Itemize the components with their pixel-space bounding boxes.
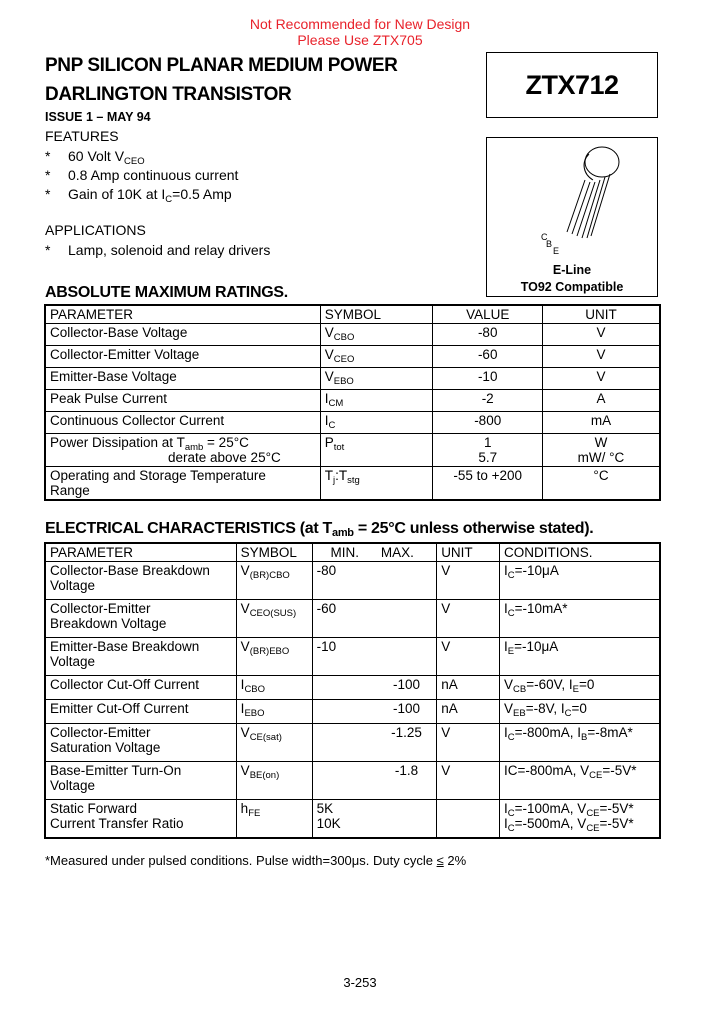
conditions-cell: $I_C=-10mA*$ bbox=[500, 600, 661, 638]
conditions-cell: IC=-800mA, $V_{CE}=-5V*$ bbox=[500, 762, 661, 800]
max-cell: -1.8 bbox=[377, 762, 437, 800]
symbol-cell: $h_{FE}$ bbox=[236, 800, 312, 838]
max-cell bbox=[377, 600, 437, 638]
param-cell: Collector-Emitter Saturation Voltage bbox=[45, 724, 236, 762]
conditions-cell: $I_C=-10\mu A$ bbox=[500, 562, 661, 600]
table-header-row bbox=[45, 543, 660, 562]
value-cell: 1 5.7 bbox=[433, 434, 543, 467]
symbol-cell: $V_{BE(on)}$ bbox=[236, 762, 312, 800]
unit-cell: °C bbox=[543, 467, 661, 501]
param-cell: Emitter-Base Voltage bbox=[45, 368, 320, 390]
table-header-row bbox=[45, 305, 660, 324]
symbol-cell: $V_{(BR)CBO}$ bbox=[236, 562, 312, 600]
notice-line-2: Please Use ZTX705 bbox=[297, 32, 423, 48]
unit-cell: A bbox=[543, 390, 661, 412]
application-item: * Lamp, solenoid and relay drivers bbox=[45, 242, 271, 258]
conditions-cell: $V_{CB}=-60V$, $I_E=0$ bbox=[500, 676, 661, 700]
min-cell: -80 bbox=[312, 562, 377, 600]
symbol-cell: $V_{CE(sat)}$ bbox=[236, 724, 312, 762]
value-cell: -10 bbox=[433, 368, 543, 390]
table-row bbox=[45, 676, 660, 700]
min-cell bbox=[312, 676, 377, 700]
param-cell: Collector-Emitter Breakdown Voltage bbox=[45, 600, 236, 638]
symbol-cell: $I_C$ bbox=[320, 412, 433, 434]
footnote: *Measured under pulsed conditions. Pulse width=300μs. Duty cycle ≤ 2% bbox=[45, 853, 467, 868]
value-cell: -800 bbox=[433, 412, 543, 434]
package-box bbox=[486, 137, 658, 297]
document-title bbox=[45, 54, 398, 107]
param-cell: Power Dissipation at $T_{amb} = 25^\circ C$ derate above 25°C bbox=[45, 434, 320, 467]
header-conditions: CONDITIONS. bbox=[500, 543, 661, 562]
min-cell: -60 bbox=[312, 600, 377, 638]
symbol-cell: $T_j:T_{stg}$ bbox=[320, 467, 433, 501]
header-symbol: SYMBOL bbox=[320, 305, 433, 324]
value-cell: -55 to +200 bbox=[433, 467, 543, 501]
notice-line-1: Not Recommended for New Design bbox=[249, 16, 471, 32]
symbol-cell: $V_{CEO}$ bbox=[320, 346, 433, 368]
package-name: E-Line bbox=[552, 263, 592, 277]
value-cell: -60 bbox=[433, 346, 543, 368]
value-cell: -80 bbox=[433, 324, 543, 346]
pin-b-label: B bbox=[546, 239, 553, 249]
max-cell bbox=[377, 562, 437, 600]
max-cell: -1.25 bbox=[377, 724, 437, 762]
header-min: MIN. bbox=[312, 543, 377, 562]
elec-table bbox=[44, 542, 661, 839]
table-row bbox=[45, 562, 660, 600]
abs-max-heading: ABSOLUTE MAXIMUM RATINGS. bbox=[45, 284, 288, 301]
table-row bbox=[45, 800, 660, 838]
part-number: ZTX712 bbox=[525, 69, 619, 100]
feature-item: * Gain of 10K at $I_C=0.5$ Amp bbox=[45, 186, 232, 205]
unit-cell: nA bbox=[437, 700, 500, 724]
min-cell bbox=[312, 724, 377, 762]
param-cell: Emitter Cut-Off Current bbox=[45, 700, 236, 724]
header-symbol: SYMBOL bbox=[236, 543, 312, 562]
symbol-cell: $V_{(BR)EBO}$ bbox=[236, 638, 312, 676]
symbol-cell: $V_{CEO(SUS)}$ bbox=[236, 600, 312, 638]
feature-item: * 60 Volt $V_{CEO}$ bbox=[45, 148, 145, 167]
table-row bbox=[45, 368, 660, 390]
symbol-cell: $P_{tot}$ bbox=[320, 434, 433, 467]
abs-max-table bbox=[44, 304, 661, 501]
page-number: 3-253 bbox=[343, 975, 377, 990]
table-row bbox=[45, 412, 660, 434]
table-row bbox=[45, 346, 660, 368]
table-row bbox=[45, 390, 660, 412]
min-cell: 5K 10K bbox=[312, 800, 377, 838]
min-cell bbox=[312, 762, 377, 800]
elec-heading: ELECTRICAL CHARACTERISTICS (at $T_{amb} = 25^\circ C$ unless otherwise stated). bbox=[45, 520, 594, 539]
unit-cell: V bbox=[543, 324, 661, 346]
unit-cell: W mW/ °C bbox=[543, 434, 661, 467]
pin-c-label: C bbox=[541, 232, 548, 242]
param-cell: Continuous Collector Current bbox=[45, 412, 320, 434]
param-cell: Collector-Base Breakdown Voltage bbox=[45, 562, 236, 600]
unit-cell: nA bbox=[437, 676, 500, 700]
feature-item: * 0.8 Amp continuous current bbox=[45, 167, 239, 183]
param-cell: Peak Pulse Current bbox=[45, 390, 320, 412]
table-row bbox=[45, 324, 660, 346]
table-row bbox=[45, 638, 660, 676]
header-parameter: PARAMETER bbox=[45, 305, 320, 324]
param-cell: Static Forward Current Transfer Ratio bbox=[45, 800, 236, 838]
max-cell: -100 bbox=[377, 700, 437, 724]
table-row bbox=[45, 700, 660, 724]
package-compat: TO92 Compatible bbox=[520, 280, 624, 294]
param-cell: Base-Emitter Turn-On Voltage bbox=[45, 762, 236, 800]
pin-e-label: E bbox=[553, 246, 560, 256]
table-row bbox=[45, 762, 660, 800]
issue-line: ISSUE 1 – MAY 94 bbox=[45, 110, 151, 124]
unit-cell: V bbox=[437, 562, 500, 600]
param-cell: Emitter-Base Breakdown Voltage bbox=[45, 638, 236, 676]
title-line-2: DARLINGTON TRANSISTOR bbox=[45, 84, 292, 105]
max-cell bbox=[377, 638, 437, 676]
applications-heading: APPLICATIONS bbox=[45, 222, 146, 238]
unit-cell: V bbox=[437, 724, 500, 762]
table-row bbox=[45, 467, 660, 501]
unit-cell: V bbox=[543, 368, 661, 390]
title-line-1: PNP SILICON PLANAR MEDIUM POWER bbox=[45, 55, 398, 76]
param-cell: Collector-Base Voltage bbox=[45, 324, 320, 346]
unit-cell: V bbox=[437, 638, 500, 676]
symbol-cell: $I_{CBO}$ bbox=[236, 676, 312, 700]
not-recommended-notice bbox=[0, 16, 720, 48]
conditions-cell: $V_{EB}=-8V$, $I_C=0$ bbox=[500, 700, 661, 724]
unit-cell: V bbox=[437, 600, 500, 638]
header-max: MAX. bbox=[377, 543, 437, 562]
table-row bbox=[45, 434, 660, 467]
header-parameter: PARAMETER bbox=[45, 543, 236, 562]
features-heading: FEATURES bbox=[45, 128, 119, 144]
param-cell: Operating and Storage Temperature Range bbox=[45, 467, 320, 501]
conditions-cell: $I_E=-10\mu A$ bbox=[500, 638, 661, 676]
symbol-cell: $V_{EBO}$ bbox=[320, 368, 433, 390]
table-row bbox=[45, 600, 660, 638]
unit-cell bbox=[437, 800, 500, 838]
to92-package-icon bbox=[527, 140, 627, 260]
min-cell: -10 bbox=[312, 638, 377, 676]
unit-cell: V bbox=[543, 346, 661, 368]
header-unit: UNIT bbox=[437, 543, 500, 562]
conditions-cell: $I_C=-100mA$, $V_{CE}=-5V*$ $I_C=-500mA$, $V_{CE}=-5V*$ bbox=[500, 800, 661, 838]
min-cell bbox=[312, 700, 377, 724]
header-value: VALUE bbox=[433, 305, 543, 324]
symbol-cell: $I_{CM}$ bbox=[320, 390, 433, 412]
max-cell bbox=[377, 800, 437, 838]
unit-cell: mA bbox=[543, 412, 661, 434]
conditions-cell: $I_C=-800mA$, $I_B=-8mA*$ bbox=[500, 724, 661, 762]
table-row bbox=[45, 724, 660, 762]
symbol-cell: $V_{CBO}$ bbox=[320, 324, 433, 346]
param-cell: Collector Cut-Off Current bbox=[45, 676, 236, 700]
max-cell: -100 bbox=[377, 676, 437, 700]
param-cell: Collector-Emitter Voltage bbox=[45, 346, 320, 368]
header-unit: UNIT bbox=[543, 305, 661, 324]
part-number-box bbox=[486, 52, 658, 118]
value-cell: -2 bbox=[433, 390, 543, 412]
unit-cell: V bbox=[437, 762, 500, 800]
symbol-cell: $I_{EBO}$ bbox=[236, 700, 312, 724]
